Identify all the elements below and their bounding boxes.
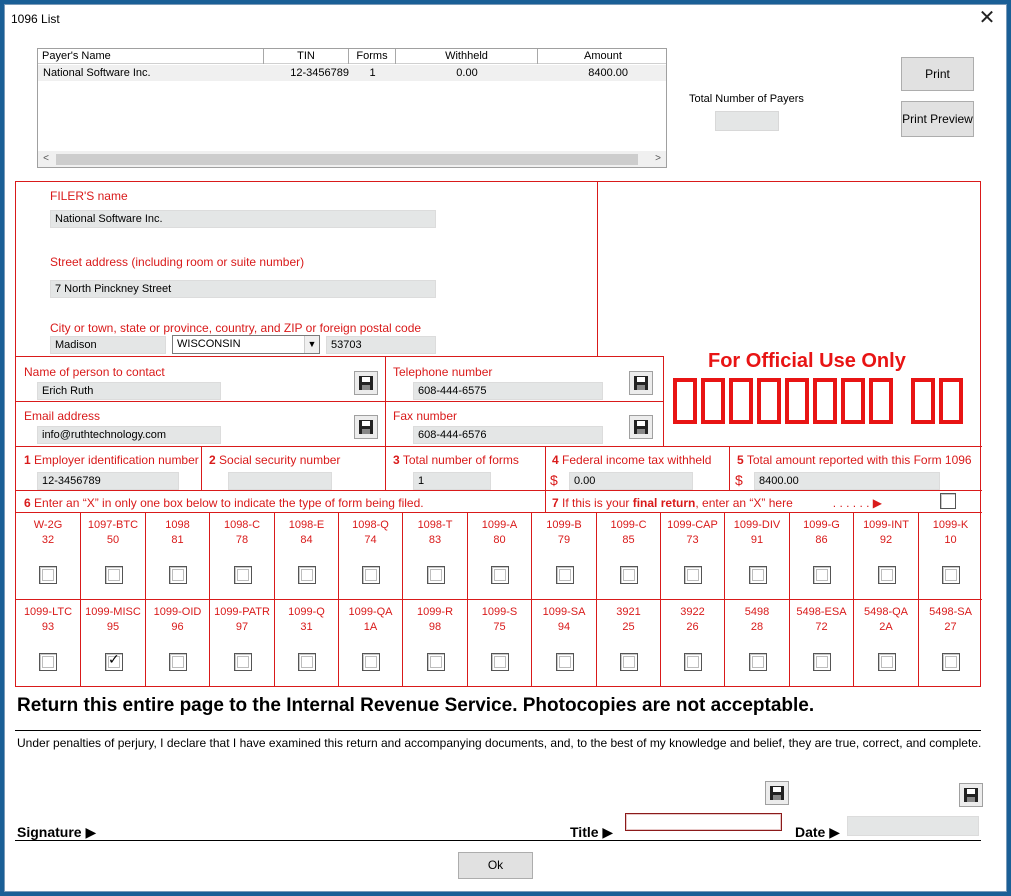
form-type-name: 1099-C (610, 519, 647, 531)
list-header (38, 49, 666, 64)
print-preview-button[interactable]: Print Preview (901, 101, 974, 137)
form-type-cell (274, 513, 338, 600)
box1-label: 1 Employer identification number (24, 453, 199, 467)
filer-name-label: FILER'S name (50, 189, 128, 203)
form-type-name: 1099-OID (153, 606, 202, 618)
form-type-checkbox[interactable] (234, 653, 252, 671)
official-use-box (701, 378, 725, 424)
save-fax-button[interactable] (629, 415, 653, 439)
form-type-name: 1098 (165, 519, 190, 531)
filer-name-field[interactable]: National Software Inc. (50, 210, 436, 228)
street-address-field[interactable]: 7 North Pinckney Street (50, 280, 436, 298)
form-type-name: 3922 (680, 606, 705, 618)
form-type-checkbox[interactable] (556, 653, 574, 671)
form-type-cell (209, 600, 274, 687)
form-type-name: 1099-B (546, 519, 582, 531)
form-type-code: 73 (686, 534, 699, 546)
form-type-checkbox[interactable] (749, 653, 767, 671)
box3-label: 3 Total number of forms (393, 453, 519, 467)
form-type-cell (80, 513, 145, 600)
close-icon[interactable]: ✕ (978, 7, 996, 29)
form-type-name: 1099-CAP (667, 519, 718, 531)
column-header-forms[interactable]: Forms (349, 49, 396, 64)
form-type-cell (918, 513, 982, 600)
form-type-code: 86 (815, 534, 828, 546)
fax-label: Fax number (393, 409, 458, 423)
form-1096 (15, 181, 981, 687)
date-field[interactable] (847, 816, 979, 836)
title-field[interactable] (625, 813, 782, 831)
telephone-label: Telephone number (393, 365, 493, 379)
email-field[interactable]: info@ruthtechnology.com (37, 426, 221, 444)
floppy-disk-icon (359, 420, 373, 434)
horizontal-scrollbar[interactable] (38, 151, 666, 167)
form-type-checkbox[interactable] (427, 653, 445, 671)
save-contact-button[interactable] (354, 371, 378, 395)
cell-payer-name: National Software Inc. (43, 67, 151, 79)
form-type-code: 28 (750, 621, 764, 633)
form-type-checkbox[interactable] (942, 653, 960, 671)
contact-person-label: Name of person to contact (24, 365, 165, 379)
form-type-name: 1099-MISC (85, 606, 141, 618)
form-type-code: 81 (171, 534, 184, 546)
form-type-cell (531, 600, 596, 687)
form-type-checkbox[interactable] (169, 566, 187, 584)
final-return-checkbox[interactable] (940, 493, 956, 509)
form-type-cell (660, 600, 724, 687)
official-use-box (729, 378, 753, 424)
form-type-code: 78 (235, 534, 249, 546)
official-use-box (841, 378, 865, 424)
form-type-cell (724, 600, 789, 687)
form-type-code: 96 (171, 621, 184, 633)
floppy-disk-icon (770, 786, 784, 800)
box4-label: 4 Federal income tax withheld (552, 453, 712, 467)
form-type-code: 92 (879, 534, 893, 546)
form-type-name: 1099-G (803, 519, 840, 531)
form-type-cell (596, 600, 660, 687)
form-type-cell (402, 600, 467, 687)
total-forms-field[interactable]: 1 (413, 472, 491, 490)
form-type-name: 5498-QA (863, 606, 909, 618)
form-type-name: 1099-INT (863, 519, 909, 531)
form-type-cell (789, 600, 853, 687)
title-label: Title ▶ (570, 824, 614, 840)
signature-label: Signature ▶ (17, 824, 97, 840)
form-type-checkbox[interactable] (39, 653, 57, 671)
form-type-checkbox[interactable] (105, 566, 123, 584)
form-type-cell (209, 513, 274, 600)
email-label: Email address (24, 409, 101, 423)
fax-field[interactable]: 608-444-6576 (413, 426, 603, 444)
street-address-label: Street address (including room or suite number) (50, 255, 305, 269)
form-type-code: 32 (41, 534, 55, 546)
form-type-checkbox[interactable] (942, 566, 960, 584)
scroll-left-icon[interactable]: < (43, 153, 49, 164)
floppy-disk-icon (634, 376, 648, 390)
form-type-checkbox[interactable] (813, 566, 831, 584)
form-type-name: 1099-SA (542, 606, 586, 618)
zip-field[interactable]: 53703 (326, 336, 436, 354)
form-type-name: W-2G (33, 519, 63, 531)
line6-instruction: 6 Enter an “X” in only one box below to indicate the type of form being filed. (24, 496, 424, 510)
form-type-code: 80 (493, 534, 506, 546)
dialog-window (4, 4, 1007, 892)
form-type-checkbox[interactable] (169, 653, 187, 671)
telephone-field[interactable]: 608-444-6575 (413, 382, 603, 400)
form-type-cell (274, 600, 338, 687)
divider (15, 730, 981, 731)
floppy-disk-icon (359, 376, 373, 390)
form-type-code: 72 (815, 621, 828, 633)
form-type-cell (145, 600, 209, 687)
ein-field[interactable]: 12-3456789 (37, 472, 179, 490)
form-type-checkbox[interactable] (234, 566, 252, 584)
official-use-box (757, 378, 781, 424)
form-type-checkbox[interactable] (684, 566, 702, 584)
return-instruction: Return this entire page to the Internal Revenue Service. Photocopies are not acceptable. (17, 695, 815, 716)
form-type-name: 5498-SA (929, 606, 972, 618)
form-type-code: 74 (364, 534, 377, 546)
official-use-box (939, 378, 963, 424)
form-type-name: 1099-S (481, 606, 518, 618)
dollar-sign: $ (735, 472, 743, 488)
form-type-name: 1099-LTC (23, 606, 73, 618)
form-type-code: 1A (363, 621, 378, 633)
form-type-name: 1099-DIV (733, 519, 781, 531)
divider (15, 840, 981, 841)
form-type-code: 27 (944, 621, 957, 633)
floppy-disk-icon (964, 788, 978, 802)
form-type-checkbox[interactable] (749, 566, 767, 584)
form-type-cell (338, 600, 402, 687)
form-type-cell (853, 600, 918, 687)
form-type-checkbox[interactable] (556, 566, 574, 584)
table-row[interactable] (38, 65, 666, 81)
form-type-cell (80, 600, 145, 687)
form-type-name: 1098-C (223, 519, 261, 531)
form-type-code: 83 (428, 534, 442, 546)
form-type-code: 93 (41, 621, 55, 633)
form-type-checkbox[interactable] (427, 566, 445, 584)
form-type-code: 2A (879, 621, 893, 633)
save-title-button[interactable] (765, 781, 789, 805)
floppy-disk-icon (634, 420, 648, 434)
form-type-name: 3921 (616, 606, 641, 618)
form-type-name: 1098-E (288, 519, 325, 531)
contact-person-field[interactable]: Erich Ruth (37, 382, 221, 400)
form-type-cell (467, 513, 531, 600)
column-header-payer-name[interactable]: Payer's Name (38, 49, 264, 64)
city-field[interactable]: Madison (50, 336, 166, 354)
official-use-box (911, 378, 935, 424)
form-type-code: 25 (622, 621, 635, 633)
form-type-name: 1098-T (417, 519, 453, 531)
official-use-label: For Official Use Only (708, 350, 906, 372)
perjury-statement: Under penalties of perjury, I declare that I have examined this return and accompanying documents, and, to the best of my knowledge and belief, they are true, correct, and complete. (17, 736, 982, 750)
dollar-sign: $ (550, 472, 558, 488)
checkmark-icon: ✓ (108, 651, 120, 667)
form-type-code: 31 (300, 621, 313, 633)
city-label: City or town, state or province, country, and ZIP or foreign postal code (50, 321, 422, 335)
form-type-name: 1098-Q (352, 519, 389, 531)
ok-button[interactable]: Ok (458, 852, 533, 879)
form-type-cell (467, 600, 531, 687)
form-type-code: 98 (428, 621, 442, 633)
form-type-cell (145, 513, 209, 600)
form-type-checkbox[interactable] (362, 653, 380, 671)
form-type-checkbox[interactable] (298, 566, 316, 584)
form-type-cell (16, 600, 80, 687)
column-header-withheld[interactable]: Withheld (396, 49, 538, 64)
form-type-checkbox[interactable] (362, 566, 380, 584)
form-type-checkbox[interactable] (105, 653, 123, 671)
form-type-code: 85 (622, 534, 635, 546)
form-type-checkbox[interactable] (878, 566, 896, 584)
chevron-down-icon[interactable]: ▼ (304, 336, 319, 353)
state-select-value: WISCONSIN (177, 338, 241, 350)
official-use-box (785, 378, 809, 424)
form-type-cell (789, 513, 853, 600)
form-type-cell (402, 513, 467, 600)
form-type-checkbox[interactable] (298, 653, 316, 671)
form-type-code: 84 (300, 534, 313, 546)
form-type-code: 75 (493, 621, 506, 633)
cell-amount: 8400.00 (588, 67, 628, 79)
form-type-cell (531, 513, 596, 600)
title-bar (5, 5, 1006, 31)
cell-withheld: 0.00 (456, 67, 478, 79)
form-type-code: 79 (557, 534, 571, 546)
form-type-name: 5498-ESA (796, 606, 847, 618)
form-type-name: 5498 (744, 606, 770, 618)
form-type-name: 1099-QA (348, 606, 393, 618)
total-payers-label: Total Number of Payers (689, 93, 804, 105)
form-type-code: 97 (235, 621, 249, 633)
form-type-code: 10 (944, 534, 957, 546)
line7-instruction: 7 If this is your final return, enter an “X” here . . . . . . ▶ (552, 496, 883, 510)
form-type-code: 50 (106, 534, 120, 546)
form-type-checkbox[interactable] (813, 653, 831, 671)
date-label: Date ▶ (795, 824, 841, 840)
official-use-box (813, 378, 837, 424)
save-date-button[interactable] (959, 783, 983, 807)
form-type-checkbox[interactable] (878, 653, 896, 671)
form-type-checkbox[interactable] (491, 653, 509, 671)
save-email-button[interactable] (354, 415, 378, 439)
form-type-name: 1099-K (932, 519, 969, 531)
total-payers-field (715, 111, 779, 131)
box5-label: 5 Total amount reported with this Form 1096 (737, 453, 972, 467)
form-type-cell (16, 513, 80, 600)
form-type-checkbox[interactable] (491, 566, 509, 584)
form-type-cell (338, 513, 402, 600)
official-use-box (869, 378, 893, 424)
form-type-code: 95 (106, 621, 120, 633)
form-type-cell (660, 513, 724, 600)
official-use-box (673, 378, 697, 424)
form-type-checkbox[interactable] (620, 566, 638, 584)
cell-forms: 1 (369, 67, 376, 79)
scroll-right-icon[interactable]: > (655, 153, 661, 164)
form-type-code: 94 (557, 621, 571, 633)
form-type-checkbox[interactable] (620, 653, 638, 671)
form-type-cell (724, 513, 789, 600)
window-title: 1096 List (11, 12, 60, 26)
box2-label: 2 Social security number (209, 453, 341, 467)
form-type-checkbox[interactable] (39, 566, 57, 584)
form-type-name: 1099-R (416, 606, 454, 618)
form-type-name: 1099-PATR (214, 606, 270, 618)
federal-tax-withheld-field[interactable]: 0.00 (569, 472, 693, 490)
column-header-amount[interactable]: Amount (584, 50, 622, 62)
cell-tin: 12-3456789 (290, 67, 349, 79)
save-telephone-button[interactable] (629, 371, 653, 395)
form-type-code: 91 (750, 534, 764, 546)
ssn-field[interactable] (228, 472, 332, 490)
state-select[interactable] (172, 335, 320, 354)
form-type-cell (853, 513, 918, 600)
form-type-code: 26 (686, 621, 699, 633)
form-type-checkbox[interactable] (684, 653, 702, 671)
column-header-tin[interactable]: TIN (264, 49, 349, 64)
form-type-name: 1099-A (481, 519, 518, 531)
form-type-name: 1099-Q (288, 606, 325, 618)
form-type-cell (596, 513, 660, 600)
form-type-cell (918, 600, 982, 687)
form-type-name: 1097-BTC (87, 519, 139, 531)
total-amount-field[interactable]: 8400.00 (754, 472, 940, 490)
scrollbar-thumb[interactable] (56, 154, 638, 165)
print-button[interactable]: Print (901, 57, 974, 91)
payer-list[interactable] (37, 48, 667, 168)
